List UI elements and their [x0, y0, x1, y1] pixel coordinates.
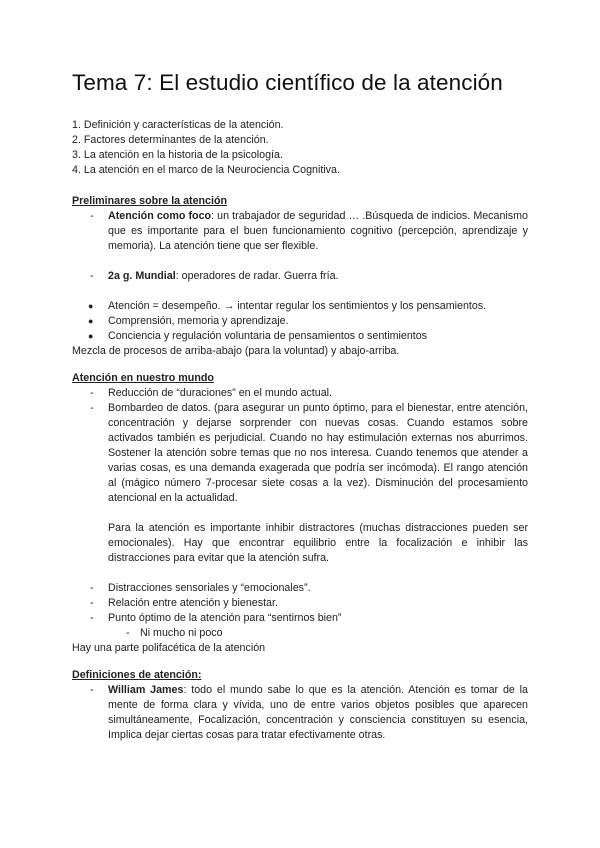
list-item	[72, 401, 528, 506]
item-text: Bombardeo de datos. (para asegurar un punto óptimo, para el bienestar, entre atención, concentración y dejarse sorprender con nuevas cosas. Cuando estamos sobre activados también es perjudicial. Cuando no hay estimulación externas nos aburrimos. Sostener la atención sobre temas que no nos interesa. Cuando tenemos que atender a varias cosas, es una demanda exagerada que podría ser incómoda). El rango atención al (mágico número 7-procesar siete cosas a la vez). Disminución del procesamiento atencional en la actualidad.	[108, 402, 528, 504]
dash-marker: -	[90, 387, 94, 399]
item-text: : todo el mundo sabe lo que es la atención. Atención es tomar de la mente de forma clara y vívida, uno de entre varios objetos posibles que aparecen simultáneamente, Focalización, concentración y consciencia constituyen su esencia, Implica dejar ciertas cosas para tratar efectivamente otras.	[108, 684, 528, 741]
toc-item: 2. Factores determinantes de la atención.	[72, 134, 269, 146]
dash-marker: -	[90, 597, 94, 609]
document-page	[72, 70, 528, 743]
section-heading-preliminares: Preliminares sobre la atención	[72, 195, 228, 207]
dash-marker: -	[90, 270, 94, 282]
toc-item: 3. La atención en la historia de la psicología.	[72, 149, 283, 161]
toc-item: 1. Definición y características de la atención.	[72, 119, 284, 131]
item-text: Atención = desempeño. → intentar regular los sentimientos y los pensamientos.	[108, 300, 487, 312]
section-heading-mundo: Atención en nuestro mundo	[72, 372, 214, 384]
dash-marker: -	[90, 612, 94, 624]
bullet-item	[72, 314, 528, 329]
item-text: Comprensión, memoria y aprendizaje.	[108, 315, 289, 327]
term-bold: Atención como foco	[108, 210, 212, 222]
section-heading-definiciones: Definiciones de atención:	[72, 669, 202, 681]
item-text: Punto óptimo de la atención para “sentirnos bien”	[108, 612, 342, 624]
dash-marker: -	[90, 684, 94, 696]
bullet-item	[72, 299, 528, 314]
dash-marker: -	[126, 627, 130, 639]
item-text: Relación entre atención y bienestar.	[108, 597, 278, 609]
indented-paragraph: Para la atención es importante inhibir distractores (muchas distracciones pueden ser emocionales). Hay que encontrar equilibrio entre la focalización e inhibir las distracciones para evitar que la atención sufra.	[108, 522, 528, 564]
item-text: Reducción de “duraciones” en el mundo actual.	[108, 387, 332, 399]
table-of-contents	[72, 118, 528, 178]
dash-marker: -	[90, 210, 94, 222]
list-item	[72, 683, 528, 743]
dash-marker: -	[90, 582, 94, 594]
bullet-marker: ●	[88, 316, 94, 326]
bullet-item	[72, 329, 528, 344]
sub-list-item	[72, 626, 528, 641]
item-text: Distracciones sensoriales y “emocionales”.	[108, 582, 311, 594]
list-item	[72, 269, 528, 284]
item-text: Conciencia y regulación voluntaria de pensamientos o sentimientos	[108, 330, 428, 342]
list-item	[72, 611, 528, 626]
bullet-marker: ●	[88, 331, 94, 341]
page-title: Tema 7: El estudio científico de la atención	[72, 70, 503, 95]
paragraph: Hay una parte polifacética de la atención	[72, 642, 266, 654]
list-item	[72, 581, 528, 596]
list-item	[72, 596, 528, 611]
list-item	[72, 209, 528, 254]
paragraph: Mezcla de procesos de arriba-abajo (para la voluntad) y abajo-arriba.	[72, 345, 400, 357]
term-bold: 2a g. Mundial	[108, 270, 176, 282]
item-text: Ni mucho ni poco	[140, 627, 223, 639]
item-text: : un trabajador de seguridad … .Búsqueda de indicios. Mecanismo que es importante para el buen funcionamiento cognitivo (percepción, aprendizaje y memoria). La atención tiene que ser flexible.	[108, 210, 528, 252]
list-item	[72, 386, 528, 401]
item-text: : operadores de radar. Guerra fría.	[175, 270, 339, 282]
toc-item: 4. La atención en el marco de la Neurociencia Cognitiva.	[72, 164, 340, 176]
bullet-marker: ●	[88, 301, 94, 311]
term-bold: William James	[108, 684, 184, 696]
dash-marker: -	[90, 402, 94, 414]
